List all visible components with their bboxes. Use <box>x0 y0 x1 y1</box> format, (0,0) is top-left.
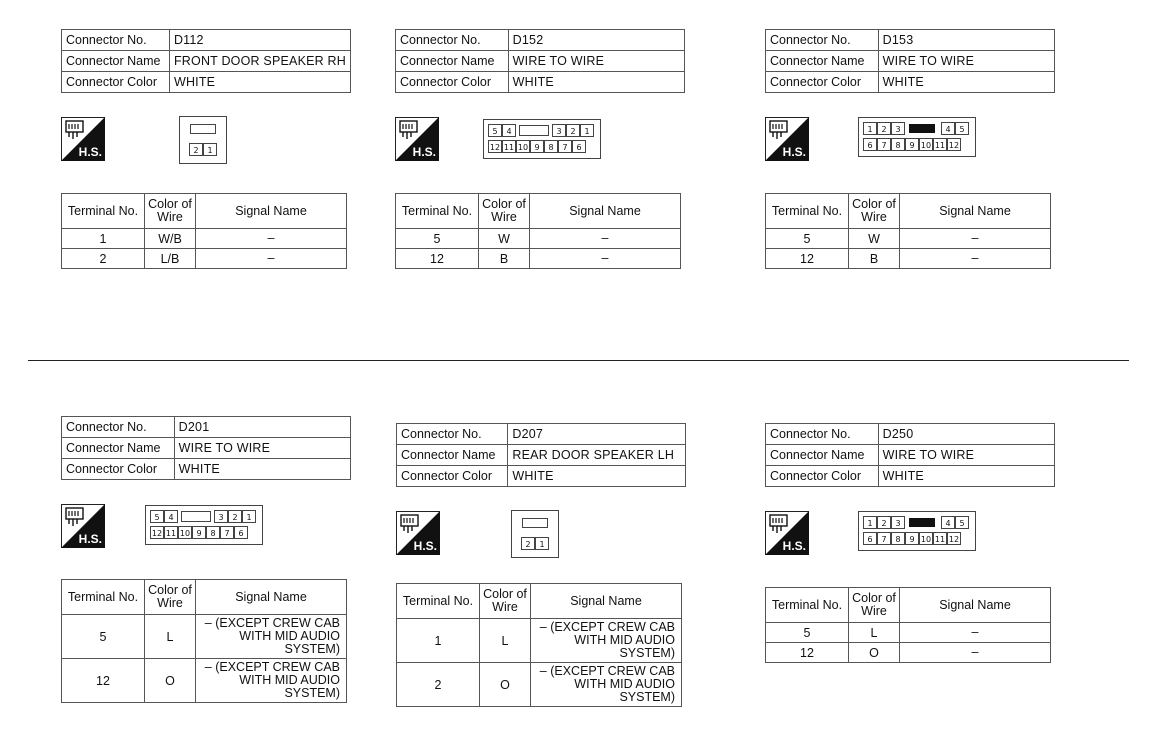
connector-name: WIRE TO WIRE <box>508 51 684 72</box>
connector-color: WHITE <box>878 72 1054 93</box>
info-row <box>62 30 351 51</box>
pin-cell: 8 <box>891 138 905 151</box>
pin-cell: 9 <box>905 532 919 545</box>
info-label: Connector Color <box>396 72 509 93</box>
wire-color: O <box>480 663 531 707</box>
info-label: Connector Color <box>397 466 508 487</box>
connector-latch <box>190 124 216 134</box>
header-terminal-no: Terminal No. <box>62 194 145 229</box>
pin-cell: 1 <box>203 143 217 156</box>
signal-name: – <box>900 643 1051 663</box>
terminal-header-row <box>766 194 1051 229</box>
terminal-row <box>62 615 347 659</box>
hs-label: H.S. <box>782 539 806 553</box>
connector-info-table <box>61 416 351 480</box>
header-terminal-no: Terminal No. <box>62 580 145 615</box>
pin-cell: 2 <box>521 537 535 550</box>
connector-face-12pin <box>145 505 263 545</box>
connector-number: D153 <box>878 30 1054 51</box>
pin-cell: 6 <box>234 526 248 539</box>
connector-number: D250 <box>878 424 1054 445</box>
info-row <box>396 30 685 51</box>
terminal-header-row <box>62 194 347 229</box>
connector-block <box>395 29 685 329</box>
header-wire-color: Color of Wire <box>480 584 531 619</box>
terminal-table <box>396 583 682 707</box>
connector-face-12pin <box>483 119 601 159</box>
info-label: Connector Name <box>766 445 879 466</box>
wire-color: B <box>849 249 900 269</box>
info-row <box>62 417 351 438</box>
pin-cell: 11 <box>933 138 947 151</box>
pin-cell: 10 <box>919 532 933 545</box>
terminal-header-row <box>397 584 682 619</box>
connector-latch-filled <box>909 518 935 527</box>
pin-cell: 11 <box>502 140 516 153</box>
info-label: Connector No. <box>766 30 879 51</box>
wire-color: W <box>849 229 900 249</box>
info-row <box>766 72 1055 93</box>
connector-latch <box>522 518 548 528</box>
connector-info-table <box>395 29 685 93</box>
header-wire-color: Color of Wire <box>145 580 196 615</box>
terminal-table <box>765 193 1051 269</box>
terminal-table <box>61 579 347 703</box>
signal-name: – <box>196 229 347 249</box>
connector-block <box>765 423 1055 723</box>
terminal-row <box>396 249 681 269</box>
pin-cell: 4 <box>941 122 955 135</box>
header-wire-color: Color of Wire <box>145 194 196 229</box>
hs-label: H.S. <box>412 145 436 159</box>
terminal-row <box>766 623 1051 643</box>
hs-label: H.S. <box>782 145 806 159</box>
pin-cell: 7 <box>877 138 891 151</box>
header-terminal-no: Terminal No. <box>766 194 849 229</box>
info-row <box>396 51 685 72</box>
pin-cell: 2 <box>566 124 580 137</box>
harness-side-icon <box>61 504 105 548</box>
signal-name: – <box>530 229 681 249</box>
connector-name: WIRE TO WIRE <box>878 445 1054 466</box>
terminal-number: 12 <box>766 249 849 269</box>
pin-cell: 10 <box>178 526 192 539</box>
signal-name: – (EXCEPT CREW CAB WITH MID AUDIO SYSTEM) <box>531 619 682 663</box>
terminal-row <box>766 249 1051 269</box>
connector-name: FRONT DOOR SPEAKER RH <box>169 51 350 72</box>
info-label: Connector No. <box>62 417 175 438</box>
signal-name: – (EXCEPT CREW CAB WITH MID AUDIO SYSTEM) <box>531 663 682 707</box>
harness-side-icon <box>395 117 439 161</box>
info-row <box>62 72 351 93</box>
terminal-row <box>397 663 682 707</box>
pin-cell: 4 <box>164 510 178 523</box>
info-label: Connector No. <box>396 30 509 51</box>
harness-side-icon <box>396 511 440 555</box>
wire-color: L <box>849 623 900 643</box>
pin-cell: 9 <box>192 526 206 539</box>
pin-cell: 5 <box>955 122 969 135</box>
connector-face-12pin <box>858 117 976 157</box>
info-row <box>766 445 1055 466</box>
pin-cell: 2 <box>877 516 891 529</box>
harness-side-icon <box>765 117 809 161</box>
terminal-header-row <box>396 194 681 229</box>
terminal-number: 5 <box>766 623 849 643</box>
pin-cell: 7 <box>558 140 572 153</box>
pin-cell: 5 <box>955 516 969 529</box>
info-row <box>397 424 686 445</box>
terminal-number: 5 <box>766 229 849 249</box>
signal-name: – <box>900 249 1051 269</box>
terminal-row <box>766 643 1051 663</box>
pin-cell: 2 <box>189 143 203 156</box>
header-wire-color: Color of Wire <box>849 588 900 623</box>
section-divider <box>28 360 1129 361</box>
connector-latch <box>519 125 549 136</box>
pin-cell: 2 <box>877 122 891 135</box>
pin-cell: 12 <box>488 140 502 153</box>
pin-cell: 5 <box>488 124 502 137</box>
info-label: Connector Color <box>766 466 879 487</box>
connector-color: WHITE <box>174 459 350 480</box>
wire-color: W <box>479 229 530 249</box>
wire-color: O <box>145 659 196 703</box>
info-label: Connector Color <box>62 459 175 480</box>
pin-cell: 10 <box>919 138 933 151</box>
pin-cell: 3 <box>891 516 905 529</box>
pin-cell: 5 <box>150 510 164 523</box>
info-label: Connector Name <box>62 438 175 459</box>
terminal-row <box>396 229 681 249</box>
header-signal-name: Signal Name <box>196 580 347 615</box>
info-label: Connector Name <box>62 51 170 72</box>
info-label: Connector No. <box>766 424 879 445</box>
terminal-number: 5 <box>396 229 479 249</box>
signal-name: – (EXCEPT CREW CAB WITH MID AUDIO SYSTEM) <box>196 659 347 703</box>
pin-cell: 8 <box>891 532 905 545</box>
info-label: Connector Name <box>396 51 509 72</box>
pin-cell: 1 <box>863 516 877 529</box>
terminal-row <box>62 659 347 703</box>
info-row <box>766 424 1055 445</box>
info-label: Connector No. <box>397 424 508 445</box>
wire-color: L <box>145 615 196 659</box>
pin-cell: 11 <box>933 532 947 545</box>
connector-name: WIRE TO WIRE <box>878 51 1054 72</box>
terminal-number: 1 <box>397 619 480 663</box>
info-label: Connector No. <box>62 30 170 51</box>
connector-info-table <box>765 29 1055 93</box>
terminal-table <box>395 193 681 269</box>
wire-color: W/B <box>145 229 196 249</box>
connector-number: D152 <box>508 30 684 51</box>
terminal-number: 5 <box>62 615 145 659</box>
info-label: Connector Name <box>397 445 508 466</box>
pin-cell: 3 <box>214 510 228 523</box>
wire-color: B <box>479 249 530 269</box>
wire-color: O <box>849 643 900 663</box>
connector-info-table <box>396 423 686 487</box>
pin-cell: 8 <box>544 140 558 153</box>
header-signal-name: Signal Name <box>196 194 347 229</box>
info-label: Connector Name <box>766 51 879 72</box>
connector-face-2pin <box>511 510 559 558</box>
pin-cell: 9 <box>530 140 544 153</box>
connector-number: D207 <box>508 424 686 445</box>
hs-label: H.S. <box>78 145 102 159</box>
connector-number: D201 <box>174 417 350 438</box>
info-row <box>766 466 1055 487</box>
signal-name: – <box>196 249 347 269</box>
signal-name: – <box>900 623 1051 643</box>
terminal-row <box>62 229 347 249</box>
pin-cell: 7 <box>877 532 891 545</box>
connector-number: D112 <box>169 30 350 51</box>
pin-cell: 8 <box>206 526 220 539</box>
terminal-header-row <box>62 580 347 615</box>
connector-face-12pin <box>858 511 976 551</box>
terminal-table <box>765 587 1051 663</box>
pin-cell: 11 <box>164 526 178 539</box>
header-wire-color: Color of Wire <box>849 194 900 229</box>
connector-color: WHITE <box>508 466 686 487</box>
pin-cell: 6 <box>572 140 586 153</box>
pin-cell: 6 <box>863 138 877 151</box>
connector-block <box>765 29 1055 329</box>
info-row <box>766 51 1055 72</box>
pin-cell: 2 <box>228 510 242 523</box>
pin-cell: 4 <box>941 516 955 529</box>
connector-block <box>61 416 351 716</box>
header-terminal-no: Terminal No. <box>397 584 480 619</box>
terminal-row <box>397 619 682 663</box>
wire-color: L/B <box>145 249 196 269</box>
terminal-number: 1 <box>62 229 145 249</box>
terminal-table <box>61 193 347 269</box>
header-signal-name: Signal Name <box>900 194 1051 229</box>
pin-cell: 1 <box>863 122 877 135</box>
connector-latch-filled <box>909 124 935 133</box>
terminal-header-row <box>766 588 1051 623</box>
connector-block <box>396 423 686 723</box>
wire-color: L <box>480 619 531 663</box>
connector-color: WHITE <box>878 466 1054 487</box>
pin-cell: 10 <box>516 140 530 153</box>
pin-cell: 12 <box>947 532 961 545</box>
signal-name: – <box>530 249 681 269</box>
connector-info-table <box>61 29 351 93</box>
pin-cell: 1 <box>535 537 549 550</box>
connector-latch <box>181 511 211 522</box>
connector-face-2pin <box>179 116 227 164</box>
pin-cell: 6 <box>863 532 877 545</box>
info-row <box>397 445 686 466</box>
pin-cell: 9 <box>905 138 919 151</box>
connector-block <box>61 29 351 329</box>
header-signal-name: Signal Name <box>531 584 682 619</box>
terminal-number: 12 <box>766 643 849 663</box>
hs-label: H.S. <box>413 539 437 553</box>
pin-cell: 3 <box>891 122 905 135</box>
info-row <box>62 438 351 459</box>
info-row <box>62 459 351 480</box>
terminal-number: 12 <box>62 659 145 703</box>
header-signal-name: Signal Name <box>900 588 1051 623</box>
connector-color: WHITE <box>508 72 684 93</box>
terminal-number: 2 <box>62 249 145 269</box>
pin-cell: 12 <box>150 526 164 539</box>
terminal-number: 2 <box>397 663 480 707</box>
info-row <box>397 466 686 487</box>
connector-info-table <box>765 423 1055 487</box>
info-row <box>62 51 351 72</box>
signal-name: – <box>900 229 1051 249</box>
hs-label: H.S. <box>78 532 102 546</box>
pin-cell: 1 <box>242 510 256 523</box>
info-label: Connector Color <box>766 72 879 93</box>
connector-color: WHITE <box>169 72 350 93</box>
pin-cell: 12 <box>947 138 961 151</box>
terminal-row <box>62 249 347 269</box>
pin-cell: 1 <box>580 124 594 137</box>
header-terminal-no: Terminal No. <box>396 194 479 229</box>
terminal-row <box>766 229 1051 249</box>
terminal-number: 12 <box>396 249 479 269</box>
harness-side-icon <box>61 117 105 161</box>
info-row <box>766 30 1055 51</box>
pin-cell: 7 <box>220 526 234 539</box>
pin-cell: 3 <box>552 124 566 137</box>
header-terminal-no: Terminal No. <box>766 588 849 623</box>
info-label: Connector Color <box>62 72 170 93</box>
header-signal-name: Signal Name <box>530 194 681 229</box>
connector-name: WIRE TO WIRE <box>174 438 350 459</box>
harness-side-icon <box>765 511 809 555</box>
header-wire-color: Color of Wire <box>479 194 530 229</box>
pin-cell: 4 <box>502 124 516 137</box>
signal-name: – (EXCEPT CREW CAB WITH MID AUDIO SYSTEM) <box>196 615 347 659</box>
info-row <box>396 72 685 93</box>
connector-name: REAR DOOR SPEAKER LH <box>508 445 686 466</box>
